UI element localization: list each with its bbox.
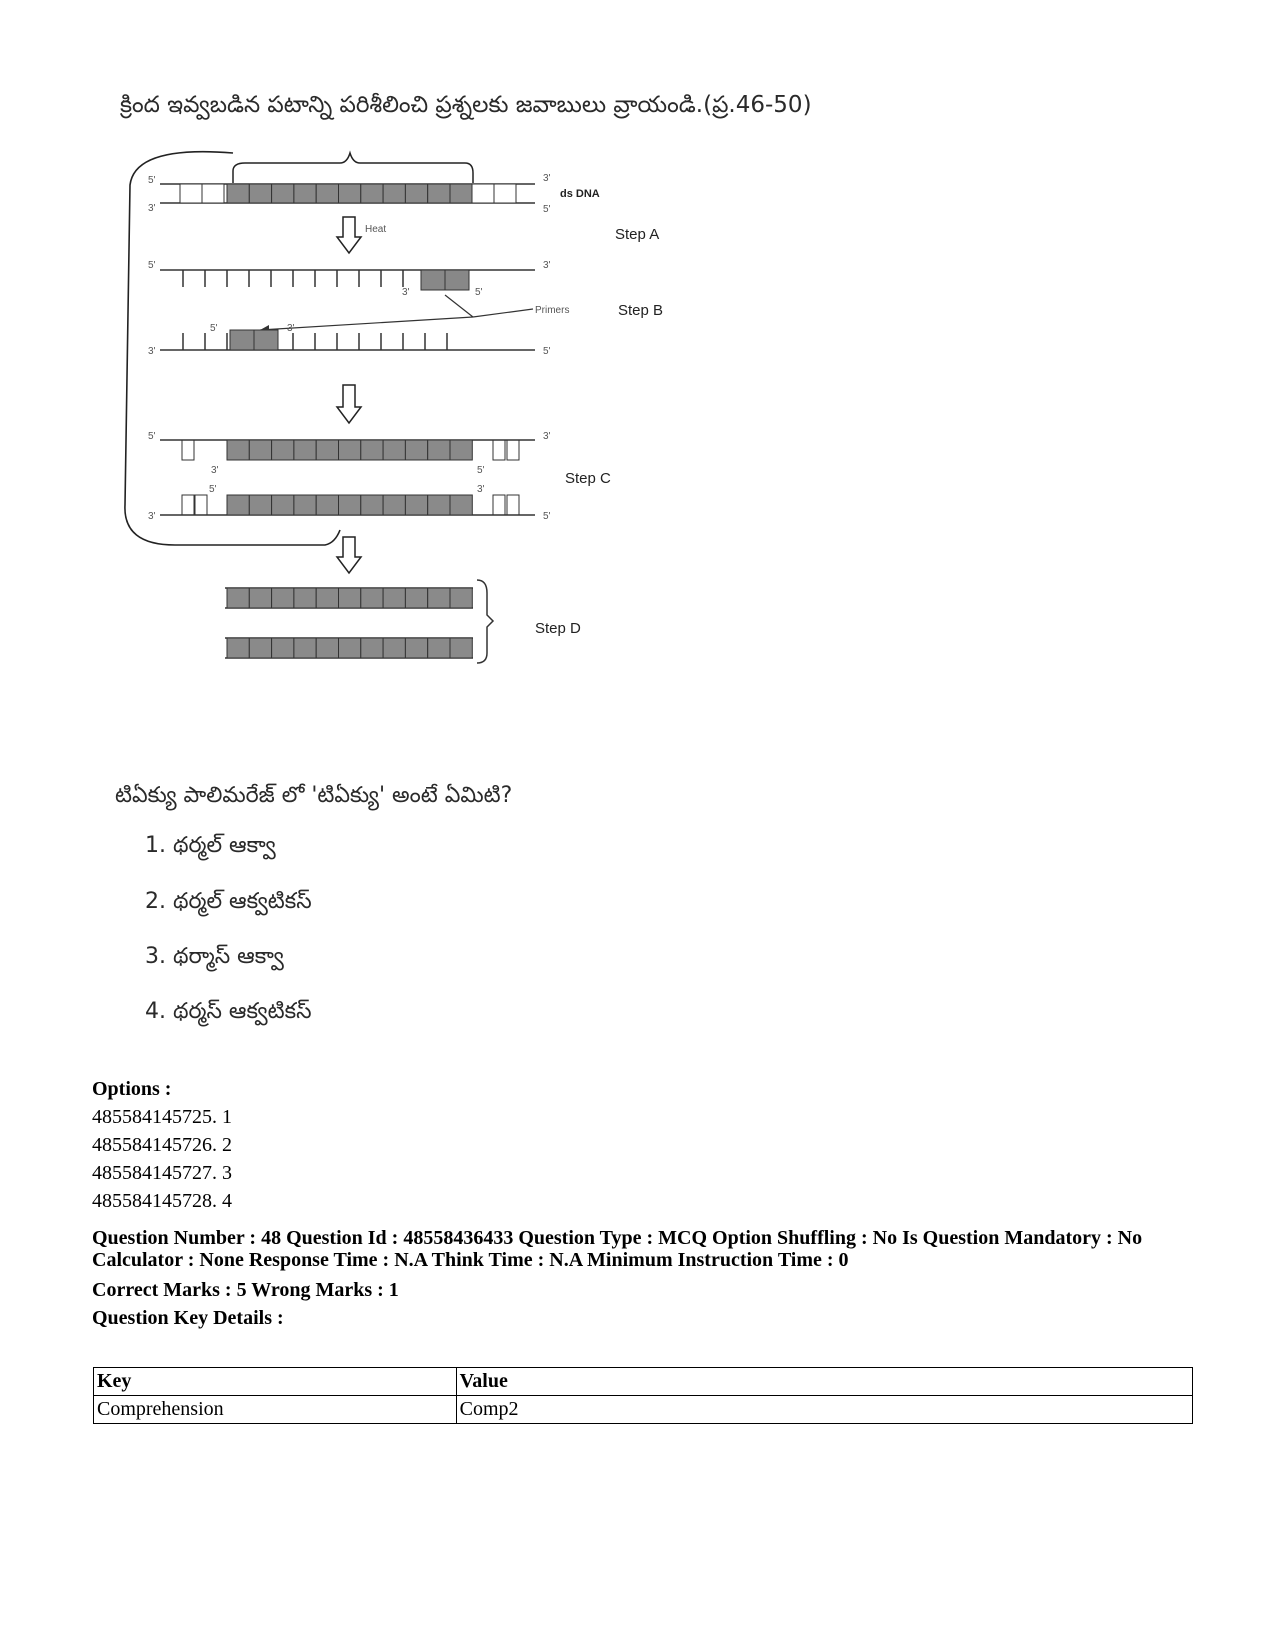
step-d-product-cell bbox=[428, 588, 450, 608]
step-d-product-cell bbox=[339, 638, 361, 658]
table-cell-value: Comp2 bbox=[456, 1396, 1192, 1424]
ds-dna-target-cell bbox=[405, 184, 427, 203]
ds-dna-label: ds DNA bbox=[560, 188, 600, 200]
table-row bbox=[94, 1396, 1193, 1424]
option-id-3: 485584145727. 3 bbox=[92, 1162, 232, 1184]
ds-dna-target-cell bbox=[272, 184, 294, 203]
step-d-product-cell bbox=[383, 638, 405, 658]
step-c-new-strand-cell bbox=[405, 495, 427, 515]
ds-dna-target-cell bbox=[383, 184, 405, 203]
question-option-4: 4. థర్మస్ ఆక్వటికస్ bbox=[145, 999, 312, 1024]
question-meta: Question Number : 48 Question Id : 48558436433 Question Type : MCQ Option Shuffling : No Is Question Mandatory : No Calculator : None Response Time : N.A Think Time : N.A Minimum Instruction Time : 0 bbox=[92, 1227, 1143, 1271]
step-c-new-strand-cell bbox=[339, 495, 361, 515]
ds-dna-target-cell bbox=[428, 184, 450, 203]
c-bot-right-3p: 3' bbox=[477, 484, 485, 495]
down-arrow-2 bbox=[337, 385, 361, 423]
top-5p-label: 5' bbox=[148, 260, 156, 271]
ds-dna-target-cell bbox=[450, 184, 472, 203]
primer-bottom-5p: 5' bbox=[210, 323, 218, 334]
step-d-product-cell bbox=[428, 638, 450, 658]
question-option-3: 3. థర్మాస్ ఆక్వా bbox=[145, 944, 284, 969]
c-top-left-3p: 3' bbox=[211, 465, 219, 476]
key-details-table bbox=[93, 1367, 1193, 1424]
step-c-new-strand-cell bbox=[361, 495, 383, 515]
top-3p-label: 3' bbox=[543, 260, 551, 271]
step-d-product-cell bbox=[361, 588, 383, 608]
step-c-new-strand-cell bbox=[383, 495, 405, 515]
step-c-new-strand-cell bbox=[272, 495, 294, 515]
primer-pointer-base bbox=[473, 309, 533, 317]
step-c-new-strand-cell bbox=[339, 440, 361, 460]
step-d-product-cell bbox=[339, 588, 361, 608]
step-d-brace bbox=[477, 580, 493, 663]
down-arrow-3 bbox=[337, 537, 361, 573]
step-c-new-strand-cell bbox=[316, 440, 338, 460]
primer-bottom-1 bbox=[230, 330, 254, 350]
step-d-product-cell bbox=[249, 588, 271, 608]
table-header-value: Value bbox=[456, 1368, 1192, 1396]
step-d-label: Step D bbox=[535, 620, 581, 637]
ds-5p-bottom-label: 5' bbox=[543, 204, 551, 215]
ds-dna-target-cell bbox=[361, 184, 383, 203]
heat-label: Heat bbox=[365, 224, 387, 235]
step-d-product-cell bbox=[361, 638, 383, 658]
c-top-5p: 5' bbox=[148, 431, 156, 442]
step-d-product-cell bbox=[450, 588, 472, 608]
ds-dna-target-cell bbox=[294, 184, 316, 203]
step-d-product-cell bbox=[249, 638, 271, 658]
options-heading: Options : bbox=[92, 1078, 172, 1100]
bottom-3p-label: 3' bbox=[148, 346, 156, 357]
ds-dna-target-cell bbox=[339, 184, 361, 203]
step-d-product-cell bbox=[272, 588, 294, 608]
ds-dna-target-cell bbox=[316, 184, 338, 203]
ds-3p-label: 3' bbox=[543, 173, 551, 184]
c-top-3p: 3' bbox=[543, 431, 551, 442]
step-c-new-strand-cell bbox=[227, 495, 249, 515]
step-c-new-strand-cell bbox=[450, 495, 472, 515]
step-d-product-cell bbox=[294, 588, 316, 608]
primer-pointer-top bbox=[445, 295, 473, 317]
c-bot-left-5p: 5' bbox=[209, 484, 217, 495]
instruction-text: క్రింద ఇవ్వబడిన పటాన్ని పరిశీలించి ప్రశ్నలకు జవాబులు వ్రాయండి.(ప్ర.46-50) bbox=[120, 92, 812, 118]
ds-dna-strand bbox=[160, 184, 535, 203]
ds-5p-label: 5' bbox=[148, 175, 156, 186]
option-id-1: 485584145725. 1 bbox=[92, 1106, 232, 1128]
target-brace bbox=[233, 153, 473, 183]
step-d-product-cell bbox=[316, 588, 338, 608]
primers-label: Primers bbox=[535, 305, 570, 316]
c-bot-5p: 5' bbox=[543, 511, 551, 522]
primer-top-3p: 3' bbox=[402, 287, 410, 298]
pcr-diagram bbox=[115, 145, 685, 685]
step-c-new-strand-cell bbox=[383, 440, 405, 460]
table-header-row bbox=[94, 1368, 1193, 1396]
step-c-new-strand-cell bbox=[405, 440, 427, 460]
ds-dna-target-cell bbox=[249, 184, 271, 203]
step-d-product-cell bbox=[405, 588, 427, 608]
step-d-product-cell bbox=[227, 588, 249, 608]
step-c-new-strand-cell bbox=[428, 495, 450, 515]
primer-top-1 bbox=[421, 270, 445, 290]
step-d-product-cell bbox=[316, 638, 338, 658]
step-c-new-strand-cell bbox=[316, 495, 338, 515]
question-option-2: 2. థర్మల్ ఆక్వటికస్ bbox=[145, 889, 312, 914]
step-d-product-cell bbox=[227, 638, 249, 658]
question-option-1: 1. థర్మల్ ఆక్వా bbox=[145, 833, 276, 858]
step-c-new-strand-cell bbox=[294, 440, 316, 460]
step-c-new-strand-cell bbox=[249, 440, 271, 460]
step-d-product-cell bbox=[405, 638, 427, 658]
c-bot-3p: 3' bbox=[148, 511, 156, 522]
primer-top-2 bbox=[445, 270, 469, 290]
step-c-new-strand-cell bbox=[227, 440, 249, 460]
step-d-product-cell bbox=[450, 638, 472, 658]
step-c-new-strand-cell bbox=[249, 495, 271, 515]
question-text: టిఏక్యు పాలిమరేజ్ లో 'టిఏక్యు' అంటే ఏమిటి? bbox=[115, 783, 513, 808]
c-top-right-5p: 5' bbox=[477, 465, 485, 476]
step-b-label: Step B bbox=[618, 302, 664, 319]
step-c-new-strand-cell bbox=[294, 495, 316, 515]
step-a-label: Step A bbox=[615, 226, 660, 243]
key-details-heading: Question Key Details : bbox=[92, 1307, 284, 1329]
ds-3p-bottom-label: 3' bbox=[148, 203, 156, 214]
primer-top-5p: 5' bbox=[475, 287, 483, 298]
option-id-2: 485584145726. 2 bbox=[92, 1134, 232, 1156]
step-d-product-cell bbox=[294, 638, 316, 658]
primer-bottom-2 bbox=[254, 330, 278, 350]
table-header-key: Key bbox=[94, 1368, 457, 1396]
step-c-new-strand-cell bbox=[272, 440, 294, 460]
step-c-label: Step C bbox=[565, 470, 611, 487]
step-c-new-strand-cell bbox=[428, 440, 450, 460]
ds-dna-target-cell bbox=[227, 184, 249, 203]
step-c-new-strand-cell bbox=[450, 440, 472, 460]
step-c-new-strand-cell bbox=[361, 440, 383, 460]
primer-bottom-3p: 3' bbox=[287, 323, 295, 334]
table-cell-key: Comprehension bbox=[94, 1396, 457, 1424]
step-d-product-cell bbox=[272, 638, 294, 658]
marks-line: Correct Marks : 5 Wrong Marks : 1 bbox=[92, 1279, 399, 1301]
option-id-4: 485584145728. 4 bbox=[92, 1190, 232, 1212]
bottom-5p-label: 5' bbox=[543, 346, 551, 357]
step-d-product-cell bbox=[383, 588, 405, 608]
heat-arrow bbox=[337, 217, 361, 253]
